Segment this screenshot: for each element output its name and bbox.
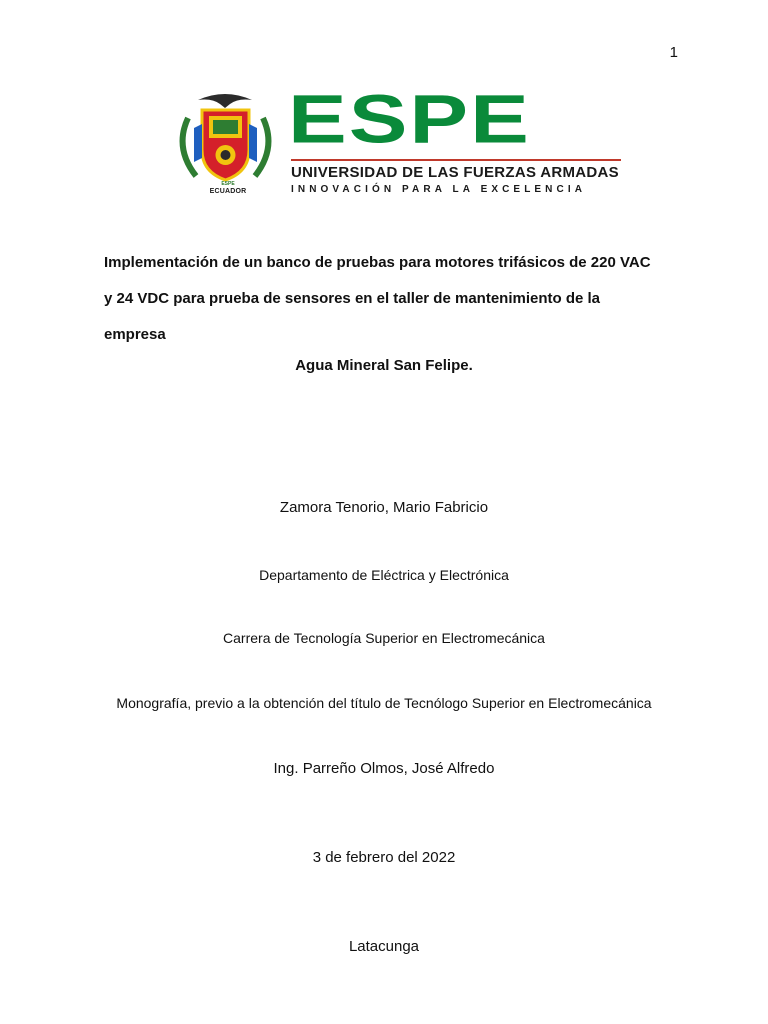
career-name: Carrera de Tecnología Superior en Electromecánica bbox=[223, 630, 545, 646]
monograph-statement: Monografía, previo a la obtención del título de Tecnólogo Superior en Electromecánica bbox=[116, 695, 652, 711]
wordmark-divider bbox=[291, 159, 621, 161]
espe-logo bbox=[168, 80, 628, 200]
page-number: 1 bbox=[669, 44, 678, 61]
document-subtitle: Agua Mineral San Felipe. bbox=[295, 357, 473, 374]
title-line-3: empresa bbox=[104, 326, 166, 343]
document-date: 3 de febrero del 2022 bbox=[312, 849, 456, 866]
university-motto: INNOVACIÓN PARA LA EXCELENCIA bbox=[291, 184, 587, 195]
seal-caption: ECUADOR bbox=[209, 188, 247, 195]
document-city: Latacunga bbox=[348, 938, 420, 955]
title-line-1: Implementación de un banco de pruebas para motores trifásicos de 220 VAC bbox=[104, 254, 651, 271]
title-line-2: y 24 VDC para prueba de sensores en el taller de mantenimiento de la bbox=[104, 290, 601, 307]
seal-small-text: ESPE bbox=[221, 181, 235, 187]
document-title bbox=[104, 245, 674, 353]
author-name: Zamora Tenorio, Mario Fabricio bbox=[279, 499, 489, 516]
department-name: Departamento de Eléctrica y Electrónica bbox=[259, 567, 509, 583]
espe-wordmark: ESPE bbox=[288, 80, 531, 158]
university-name: UNIVERSIDAD DE LAS FUERZAS ARMADAS bbox=[291, 164, 619, 181]
advisor-name: Ing. Parreño Olmos, José Alfredo bbox=[273, 760, 495, 777]
